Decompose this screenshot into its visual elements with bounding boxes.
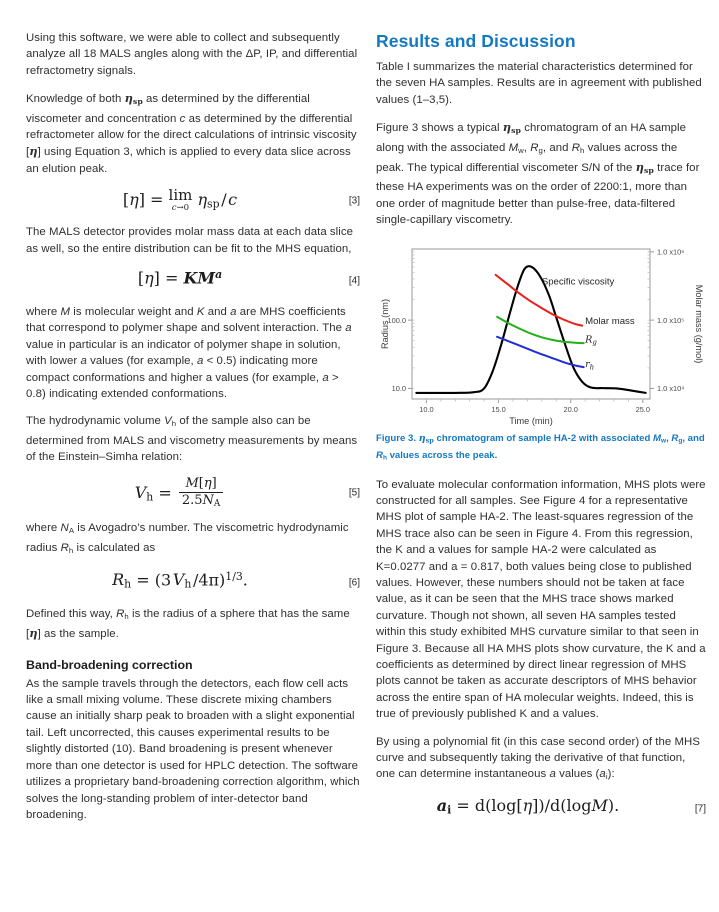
y2-axis-title: Molar mass (g/mol) <box>694 285 704 364</box>
y2-tick-label: 1.0 x10⁶ <box>657 248 685 258</box>
equation-5-number: [5] <box>348 487 360 499</box>
paragraph-table-summary: Table I summarizes the material characteristics determined for the seven HA samples. Results are in agreement with published values (1–3,5). <box>376 61 702 106</box>
equation-5-body: $V_h$ = $\frac{M[\eta]}{2.5N_A}$ <box>26 477 360 511</box>
equation-6-body: $R_h = (3$ $V_h$ /4π)$^{1/3}$. <box>112 569 248 592</box>
equation-7-body: $a_i = d(\log[\eta])/d(\log M)$. <box>436 795 620 817</box>
equation-3 <box>26 188 360 214</box>
paragraph-mals-detector: The MALS detector provides molar mass data at each data slice as well, so the entire distribution can be fit to the MHS equation, <box>26 226 354 255</box>
paragraph-intro: Using this software, we were able to collect and subse​quently analyze all 18 MALS angles along with the ΔP, IP, and differential refractometry signals. <box>26 32 358 77</box>
chromatogram-svg <box>376 239 706 427</box>
p2-part-d: trace for these HA experiments was on the order of 2200:1, more than one order of magnitude better than pulse-free, data-filtered single-capillary viscometry. <box>376 161 700 227</box>
paragraph-mhs-plots: To evaluate molecular conformation information, MHS plots were constructed for all samples. See Figure 4 for a representative MHS plot of sample HA-2. The least-squares regression of the MHS trace also can be seen in Figure 4. From this regression, the K and a values for sample HA-2 were calculated as K=0.0277 and a = 0.817, both values being close to published values. However, these numbers should not be taken at face value, as it can be seen that the MHS trace shows marked curvature. Though not shown, all seven HA samples tested within this study exhibited MHS curvature similar to that seen in Figure 3. Because all HA MHS plots show curvature, the K and a coefficients as determined by direct linear regression of MHS plots cannot be taken as accurate descriptors of MHS behavior across the entire span of HA molecular weights. Indeed, this is true of previously published K and a values. <box>376 478 706 721</box>
equation-5 <box>26 477 360 511</box>
series-label: Molar mass <box>585 316 635 328</box>
p2-part-b: chromatogram of an HA sample along with the associated <box>376 122 687 154</box>
equation-6 <box>26 570 360 596</box>
series-label: $r_h$ <box>585 359 595 372</box>
equation-4 <box>26 268 360 294</box>
paragraph-band-broadening: As the sample travels through the detectors, each flow cell acts like a small mixing volume. These discrete mixing chambers cause an initially sharp peak to broaden with a slight exponential tail. Left uncorrected, this causes exper​imental results to be slightly distorted (10). Band broad​ening is present whenever more than one detector is used for HPLC detection. The software utilizes a proprie​tary band-broadening correction algorithm, which solves the long-standing problem of inter-detector band broadening. <box>26 677 360 821</box>
chart-figure-3 <box>376 239 706 427</box>
y2-tick-label: 1.0 x10⁴ <box>657 384 685 394</box>
paragraph-where-m: where M is molecular weight and K and a are MHS coeffi​cients that correspond to polymer shape and solvent interaction. The a value in particular is an indicator of polymer shape in solution, with lower a values (for exam​ple, a < 0.5) indicating more compact conformations and higher a values (for example, a > 0.8) indicating extended conformations. <box>26 306 352 401</box>
p2-part-c: values across the peak. The typical differential viscometer S/N of the <box>376 141 678 174</box>
y-tick-label: 10.0 <box>391 384 406 394</box>
figure-3-caption: Figure 3. $\eta_{sp}$ chromatogram of sample HA-2 with associated $M_w$, $R_g$, and $R_h$ values across the peak. <box>376 433 705 462</box>
paragraph-avogadro: where $N_A$ is Avogadro’s number. The viscometric hydrody​namic radius $R_h$ is calculated as <box>26 522 349 555</box>
x-axis-ticks <box>419 399 650 414</box>
section-heading-results: Results and Discussion <box>376 31 576 51</box>
x-tick-label: 25.0 <box>635 405 650 415</box>
paragraph-hydrodynamic-volume: The hydrodynamic volume $V_h$ of the sample also can be determined from MALS and viscometry measurements by means of the Einstein–Simha relation: <box>26 415 358 464</box>
subheading-band-broadening: Band-broadening correction <box>26 657 193 672</box>
left-column <box>26 30 360 834</box>
paragraph-knowledge: Knowledge of both $\eta_{sp}$ as determined by the differential viscometer and concentration c as determined by the differential refractometer allow for the direct calculations of intrinsic viscosity [η] using Equation 3, which is applied to every data slice across an elution peak. <box>26 91 357 175</box>
x-tick-label: 20.0 <box>563 405 578 415</box>
paragraph-figure3-intro: Figure 3 shows a typical $\eta_{sp}$ chromatogram of an HA sample along with the associated $M_w$, $R_g$, and $R_h$ values across the peak. The typical differential viscometer S/N of the $\eta_{sp}$ trace for these HA experiments was on the order of 2200:1, more than one order of magnitude better than pulse-free, data-filtered single-capillary viscometry. <box>376 120 700 227</box>
y2-tick-label: 1.0 x10⁵ <box>657 316 685 326</box>
figure-3 <box>376 239 706 464</box>
series-label: $R_g$ <box>585 334 597 348</box>
series-label: Specific viscosity <box>541 277 615 289</box>
y-axis-title: Radius (nm) <box>380 299 390 350</box>
equation-3-number: [3] <box>348 195 360 207</box>
equation-3-body: [η] = lim c→0 $\eta_{sp}$ / c <box>122 186 238 214</box>
equation-7 <box>376 796 706 822</box>
y-axis-right-ticks <box>650 248 684 394</box>
equation-7-number: [7] <box>694 803 706 815</box>
x-axis-title: Time (min) <box>509 416 553 427</box>
y-tick-label: 100.0 <box>387 316 406 326</box>
x-tick-label: 15.0 <box>491 405 506 415</box>
equation-6-number: [6] <box>348 577 360 589</box>
equation-4-number: [4] <box>348 275 360 287</box>
equation-4-body: $[\eta] = KM^a$ <box>137 268 223 288</box>
p2-part-a: Figure 3 shows a typical <box>376 122 503 135</box>
x-tick-label: 10.0 <box>419 405 434 415</box>
right-column <box>376 30 706 832</box>
y-axis-left-ticks <box>388 316 413 393</box>
paragraph-polynomial-fit: By using a polynomial fit (in this case second order) of the MHS curve and subsequently taking the derivative of that function, one can determine instantaneous a values $(a_i)$: <box>376 735 700 782</box>
paragraph-defined-this-way: Defined this way, $R_h$ is the radius of a sphere that has the same [η] as the sample. <box>26 607 350 641</box>
